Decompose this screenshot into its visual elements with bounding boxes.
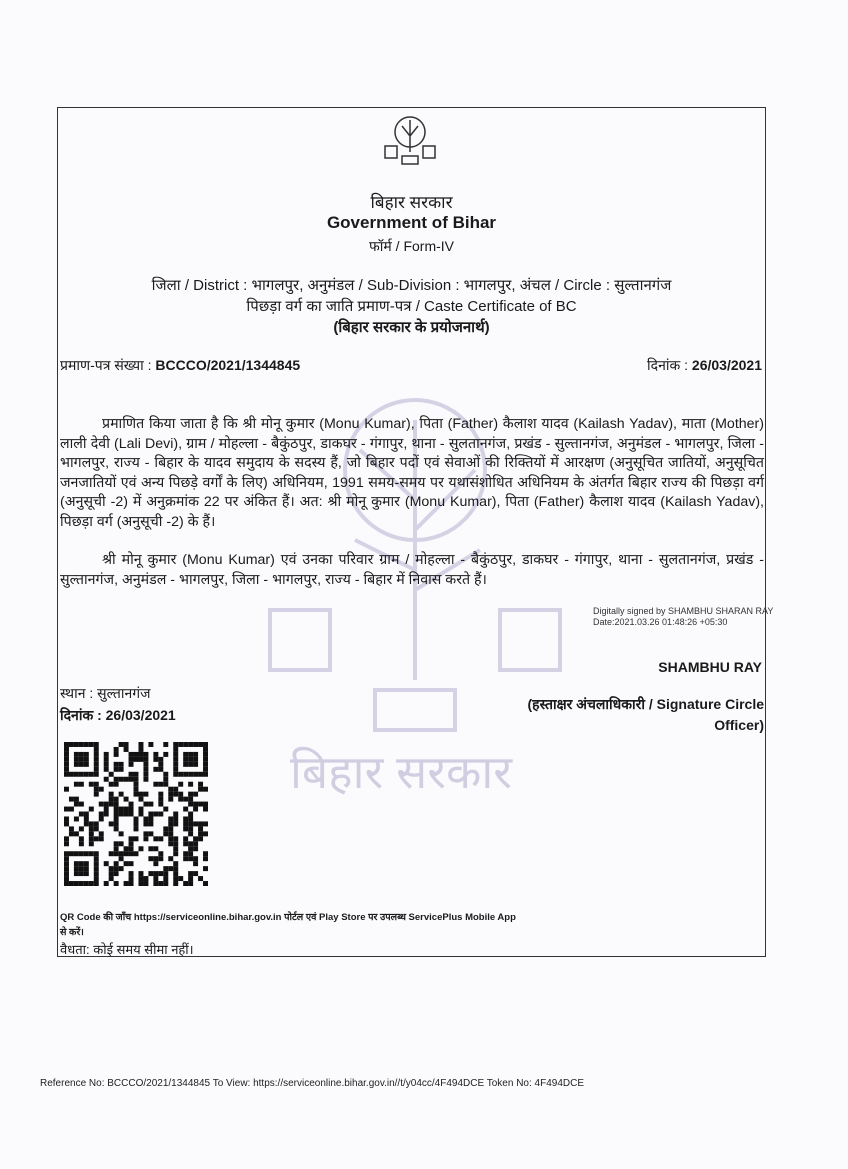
form-number: फॉर्म / Form-IV [368,238,454,254]
qr-code[interactable] [64,742,208,886]
issue-date [647,356,762,375]
certificate-body [60,415,764,590]
place-date: दिनांक : 26/03/2021 [60,707,176,723]
signatory-name: SHAMBHU RAY [658,659,762,675]
signatory-designation: (हस्ताक्षर अंचलाधिकारी / Signature Circle Officer) [527,696,764,733]
digital-signed-by: Digitally signed by SHAMBHU SHARAN RAY [593,606,774,616]
reference-footer: Reference No: BCCCO/2021/1344845 To View: https://serviceonline.bihar.gov.in//t/y04cc/4F494DCE Token No: 4F494DCE [40,1078,585,1089]
validity-note: वैधता: कोई समय सीमा नहीं। [60,942,194,957]
watermark-text: बिहार सरकार [290,746,513,798]
cert-no-label: प्रमाण-पत्र संख्या : [60,357,152,373]
govt-english: Government of Bihar [326,213,497,232]
certificate-number [60,356,300,375]
residence-paragraph: श्री मोनू कुमार (Monu Kumar) एवं उनका परिवार ग्राम / मोहल्ला - बैकुंठपुर, डाकघर - गंगापुर, थाना - सुलतानगंज, प्रखंड - सुल्तानगंज, अनुमंडल - भागलपुर, जिला - भागलपुर, राज्य - बिहार में निवास करते हैं। [60,552,764,588]
digital-sign-date: Date:2021.03.26 01:48:26 +05:30 [593,617,728,627]
location-line: जिला / District : भागलपुर, अनुमंडल / Sub-Division : भागलपुर, अंचल / Circle : सुल्तानगंज [151,277,672,294]
certificate-purpose: (बिहार सरकार के प्रयोजनार्थ) [333,319,490,336]
bihar-emblem-icon [380,112,440,168]
certification-paragraph: प्रमाणित किया जाता है कि श्री मोनू कुमार (Monu Kumar), पिता (Father) कैलाश यादव (Kailash Yadav), माता (Mother) लाली देवी (Lali Devi), ग्राम / मोहल्ला - बैकुंठपुर, डाकघर - गंगापुर, थाना - सुलतानगंज, प्रखंड - सुल्तानगंज, अनुमंडल - भागलपुर, जिला - भागलपुर, राज्य - बिहार के यादव समुदाय के सदस्य हैं, जो बिहार पदों एवं सेवाओं की रिक्तियों में आरक्षण (अनुसूचित जातियों, अनुसूचित जनजातियों एवं अन्य पिछड़े वर्गों के लिए) अधिनियम, 1991 समय-समय पर यथासंशोधित अधिनियम के अंतर्गत बिहार राज्य की पिछड़ा वर्ग (अनुसूची -2) में अनुक्रमांक 22 पर अंकित हैं। अत: श्री मोनू कुमार (Monu Kumar), पिता (Father) कैलाश यादव (Kailash Yadav), पिछड़ा वर्ग (अनुसूची -2) के हैं। [60,416,764,530]
certificate-title: पिछड़ा वर्ग का जाति प्रमाण-पत्र / Caste Certificate of BC [246,298,577,315]
place-block [60,682,176,726]
place-line: स्थान : सुल्तानगंज [60,685,151,701]
qr-verification-note: QR Code की जाँच https://serviceonline.bihar.gov.in पोर्टल एवं Play Store पर उपलब्ध ServicePlus Mobile App से करें। [60,912,516,938]
date-value: 26/03/2021 [691,357,762,373]
digital-signature [593,606,773,628]
govt-hindi: बिहार सरकार [370,193,453,212]
cert-no-value: BCCCO/2021/1344845 [155,357,301,373]
date-label: दिनांक : [647,357,689,373]
